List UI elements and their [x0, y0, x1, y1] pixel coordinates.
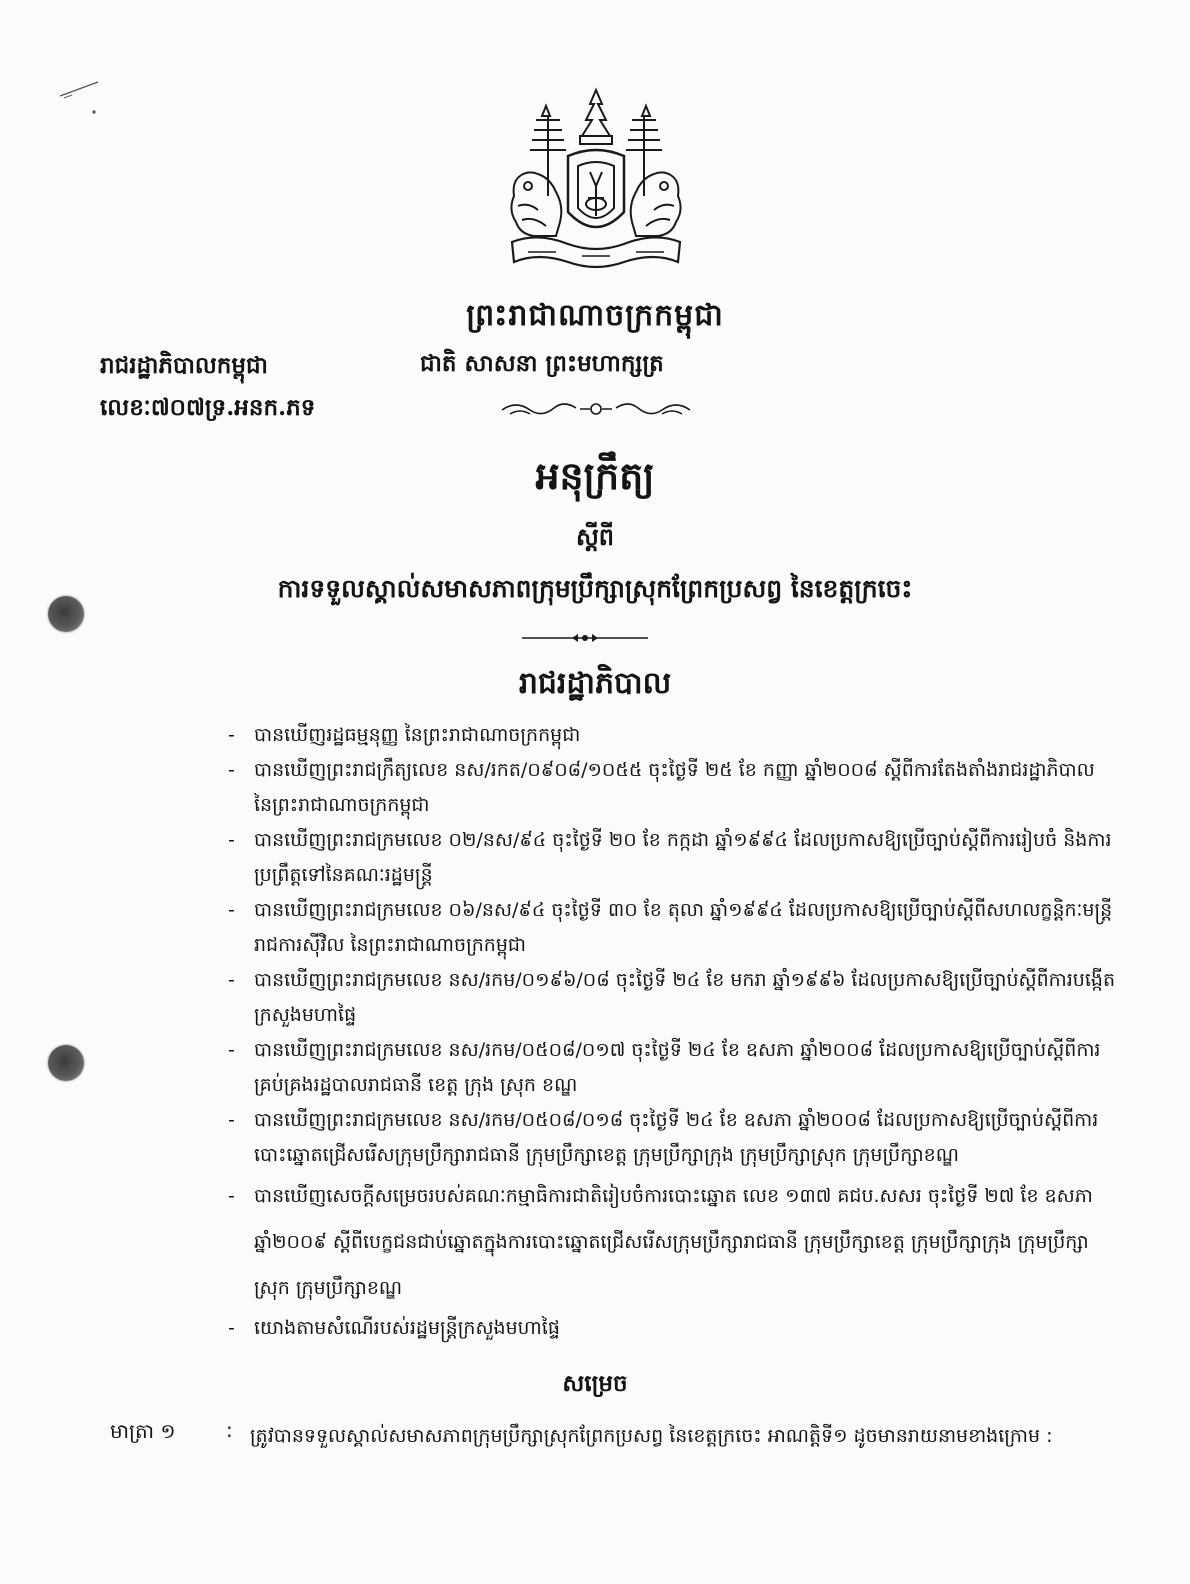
reference-number: លេខៈ៧០៧ទ្រ.អនក.ភទ [100, 394, 316, 421]
document-type: អនុក្រឹត្យ [535, 453, 655, 498]
consideration-item: - យោងតាមសំណើរបស់រដ្ឋមន្ត្រីក្រសួងមហាផ្ទៃ [228, 1311, 1118, 1346]
consideration-item: - បានឃើញព្រះរាជក្រមលេខ ០២/នស/៩៤ ចុះថ្ងៃទី ២០ ខែ កក្កដា ឆ្នាំ១៩៩៤ ដែលប្រកាសឱ្យប្រើច្បាប់ស្តីពីការរៀបចំ និងការប្រព្រឹត្តទៅនៃគណៈរដ្ឋមន្ត្រី [228, 823, 1118, 893]
royal-coat-of-arms-icon [498, 86, 694, 276]
consideration-item: - បានឃើញសេចក្តីសម្រេចរបស់គណៈកម្មាធិការជាតិរៀបចំការបោះឆ្នោត លេខ ១៣៧ គជប.សសរ ចុះថ្ងៃទី ២៧ ខែ ឧសភា ឆ្នាំ២០០៩ ស្តីពីបេក្ខជនជាប់ឆ្នោតក្នុងការបោះឆ្នោតជ្រើសរើសក្រុមប្រឹក្សារាជធានី ក្រុមប្រឹក្សាខេត្ត ក្រុមប្រឹក្សាក្រុង ក្រុមប្រឹក្សាស្រុក ក្រុមប្រឹក្សាខណ្ឌ [228, 1173, 1118, 1311]
consideration-item: - បានឃើញព្រះរាជក្រឹត្យលេខ នស/រកត/០៩០៨/១០៥៥ ចុះថ្ងៃទី ២៥ ខែ កញ្ញា ឆ្នាំ២០០៨ ស្តីពីការតែងតាំងរាជរដ្ឋាភិបាល នៃព្រះរាជាណាចក្រកម្ពុជា [228, 753, 1118, 823]
decision-heading: សម្រេច [562, 1370, 628, 1397]
document-subject: ការទទួលស្គាល់សមាសភាពក្រុមប្រឹក្សាស្រុកព្រែកប្រសព្វ នៃខេត្តក្រចេះ [277, 574, 913, 603]
punch-hole-bottom [48, 1045, 84, 1081]
considerations-list [228, 718, 1118, 1346]
about-label: ស្តីពី [575, 522, 615, 551]
separator-line-icon [520, 630, 650, 646]
consideration-item: - បានឃើញរដ្ឋធម្មនុញ្ញ នៃព្រះរាជាណាចក្រកម្ពុជា [228, 718, 1118, 753]
consideration-item: - បានឃើញព្រះរាជក្រមលេខ នស/រកម/០១៩៦/០៨ ចុះថ្ងៃទី ២៤ ខែ មករា ឆ្នាំ១៩៩៦ ដែលប្រកាសឱ្យប្រើច្បាប់ស្តីពីការបង្កើតក្រសួងមហាផ្ទៃ [228, 963, 1118, 1033]
article-separator: : [226, 1418, 233, 1442]
kingdom-title: ព្រះរាជាណាចក្រកម្ពុជា [466, 298, 724, 333]
issuing-government: រាជរដ្ឋាភិបាលកម្ពុជា [100, 352, 268, 379]
scan-mark-icon [58, 78, 108, 138]
consideration-item: - បានឃើញព្រះរាជក្រមលេខ ០៦/នស/៩៤ ចុះថ្ងៃទី ៣០ ខែ តុលា ឆ្នាំ១៩៩៤ ដែលប្រកាសឱ្យប្រើច្បាប់ស្តីពីសហលក្ខន្តិកៈមន្ត្រីរាជការស៊ីវិល នៃព្រះរាជាណាចក្រកម្ពុជា [228, 893, 1118, 963]
national-motto: ជាតិ សាសនា ព្រះមហាក្សត្រ [420, 350, 664, 377]
article-label: មាត្រា ១ [110, 1419, 176, 1443]
consideration-item: - បានឃើញព្រះរាជក្រមលេខ នស/រកម/០៥០៨/០១៨ ចុះថ្ងៃទី ២៤ ខែ ឧសភា ឆ្នាំ២០០៨ ដែលប្រកាសឱ្យប្រើច្បាប់ស្តីពីការបោះឆ្នោតជ្រើសរើសក្រុមប្រឹក្សារាជធានី ក្រុមប្រឹក្សាខេត្ត ក្រុមប្រឹក្សាក្រុង ក្រុមប្រឹក្សាស្រុក ក្រុមប្រឹក្សាខណ្ឌ [228, 1103, 1118, 1173]
ornament-divider-icon [496, 396, 696, 422]
consideration-item: - បានឃើញព្រះរាជក្រមលេខ នស/រកម/០៥០៨/០១៧ ចុះថ្ងៃទី ២៤ ខែ ឧសភា ឆ្នាំ២០០៨ ដែលប្រកាសឱ្យប្រើច្បាប់ស្តីពីការគ្រប់គ្រងរដ្ឋបាលរាជធានី ខេត្ត ក្រុង ស្រុក ខណ្ឌ [228, 1033, 1118, 1103]
issuer-heading: រាជរដ្ឋាភិបាល [518, 666, 672, 701]
article-text: ត្រូវបានទទួលស្គាល់សមាសភាពក្រុមប្រឹក្សាស្រុកព្រែកប្រសព្វ នៃខេត្តក្រចេះ អាណត្តិទី១ ដូចមានរាយនាមខាងក្រោម : [250, 1425, 1053, 1447]
